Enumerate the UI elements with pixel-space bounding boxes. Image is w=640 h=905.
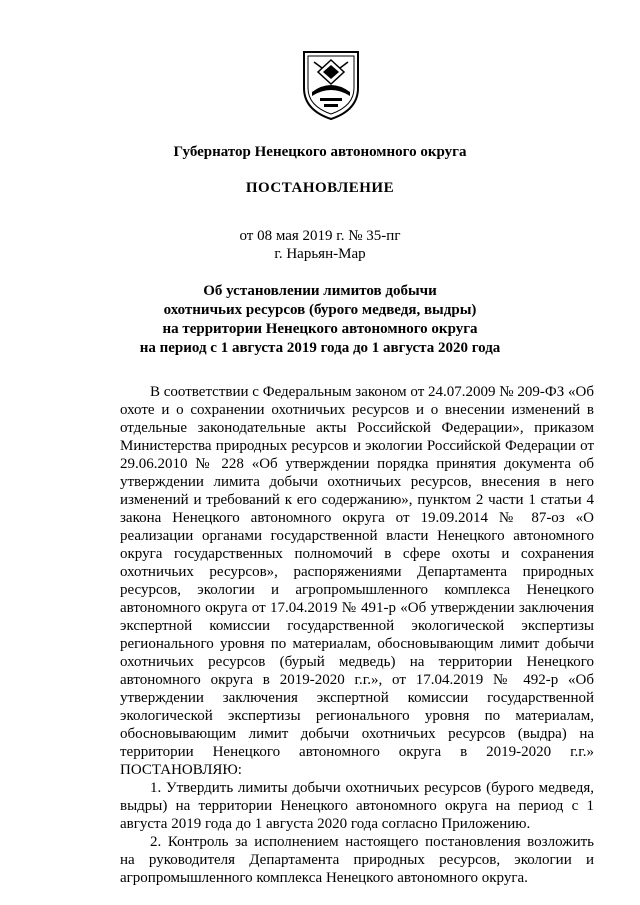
document-body — [120, 383, 594, 887]
resolution-item-1: 1. Утвердить лимиты добычи охотничьих ресурсов (бурого медведя, выдры) на территории Ненецкого автономного округа на период с 1 августа 2019 года до 1 августа 2020 года согласно Приложению. — [120, 780, 594, 832]
title-line: на территории Ненецкого автономного округа — [162, 321, 478, 337]
city: г. Нарьян-Мар — [274, 246, 366, 262]
document-title — [0, 282, 640, 358]
resolution-item-2: 2. Контроль за исполнением настоящего постановления возложить на руководителя Департамента природных ресурсов, экологии и агропромышленного комплекса Ненецкого автономного округа. — [120, 834, 594, 886]
organization-title: Губернатор Ненецкого автономного округа — [173, 144, 467, 160]
title-line: на период с 1 августа 2019 года до 1 августа 2020 года — [139, 340, 501, 356]
date-number: от 08 мая 2019 г. № 35-пг — [239, 228, 401, 244]
coat-of-arms-icon — [300, 48, 362, 122]
preamble-paragraph: В соответствии с Федеральным законом от 24.07.2009 № 209-ФЗ «Об охоте и о сохранении охотничьих ресурсов и о внесении изменений в отдельные законодательные акты Российской Федерации», приказом Министерства природных ресурсов и экологии Российской Федерации от 29.06.2010 № 228 «Об утверждении порядка принятия документа об утверждении лимита добычи охотничьих ресурсов, внесения в него изменений и требований к его содержанию», пунктом 2 части 1 статьи 4 закона Ненецкого автономного округа от 19.09.2014 № 87-оз «О реализации органами государственной власти Ненецкого автономного округа государственных полномочий в сфере охоты и сохранения охотничьих ресурсов», распоряжениями Департамента природных ресурсов, экологии и агропромышленного комплекса Ненецкого автономного округа от 17.04.2019 № 491-р «Об утверждении заключения экспертной комиссии государственной экологической экспертизы регионального уровня по материалам, обосновывающим лимит добычи охотничьих ресурсов (бурый медведь) на территории Ненецкого автономного округа в 2019-2020 г.г.», от 17.04.2019 № 492-р «Об утверждении заключения экспертной комиссии государственной экологической экспертизы регионального уровня по материалам, обосновывающим лимит добычи охотничьих ресурсов (выдра) на территории Ненецкого автономного округа в 2019-2020 г.г.» ПОСТАНОВЛЯЮ: — [120, 384, 594, 778]
title-line: Об установлении лимитов добычи — [203, 283, 437, 299]
document-type: ПОСТАНОВЛЕНИЕ — [245, 180, 395, 196]
title-line: охотничьих ресурсов (бурого медведя, выдры) — [163, 302, 477, 318]
